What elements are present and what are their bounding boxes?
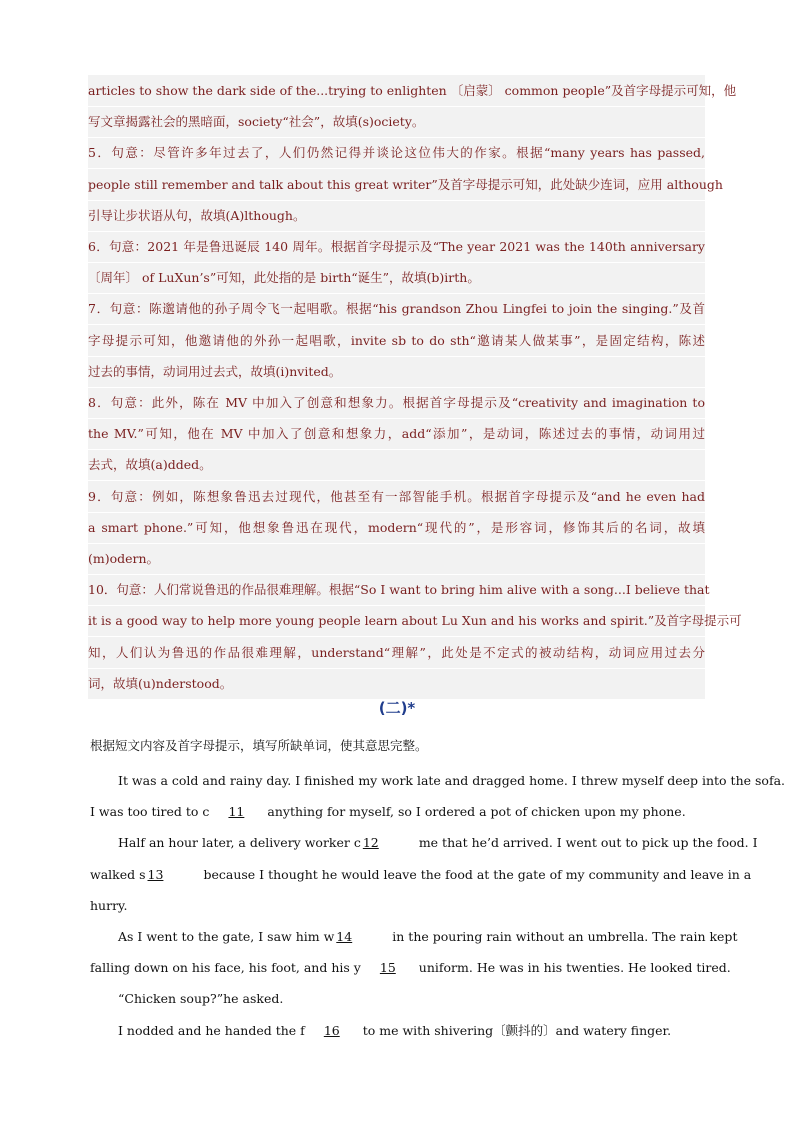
answer-line: 5．句意：尽管许多年过去了，人们仍然记得并谈论这位伟大的作家。根据“many years has passed, bbox=[88, 137, 705, 169]
answer-line: 9．句意：例如，陈想象鲁迅去过现代，他甚至有一部智能手机。根据首字母提示及“and he even had bbox=[88, 481, 705, 513]
instruction-text: 根据短文内容及首字母提示，填写所缺单词，使其意思完整。 bbox=[90, 738, 428, 753]
passage-line bbox=[90, 827, 758, 858]
blank-15[interactable]: 15 bbox=[379, 960, 396, 976]
section-title: (二)* bbox=[378, 699, 416, 717]
passage-text: hurry. bbox=[90, 897, 128, 913]
passage-text: because I thought he would leave the food at the gate of my community and leave in a bbox=[199, 866, 752, 882]
answer-line: 10．句意：人们常说鲁迅的作品很难理解。根据“So I want to bring him alive with a song...I believe that bbox=[88, 574, 705, 606]
blank-12[interactable]: 12 bbox=[362, 835, 379, 851]
passage-line bbox=[90, 952, 731, 983]
answer-line: 6．句意：2021 年是鲁迅诞辰 140 周年。根据首字母提示及“The year 2021 was the 140th anniversary bbox=[88, 231, 705, 263]
passage-text: anything for myself, so I ordered a pot of chicken upon my phone. bbox=[263, 804, 686, 820]
answer-line: 知，人们认为鲁迅的作品很难理解，understand“理解”，此处是不定式的被动结构，动词应用过去分 bbox=[88, 637, 705, 669]
answer-line: 8．句意：此外，陈在 MV 中加入了创意和想象力。根据首字母提示及“creativity and imagination to bbox=[88, 387, 705, 419]
passage-line bbox=[90, 890, 702, 921]
passage-line bbox=[90, 983, 702, 1014]
blank-13[interactable]: 13 bbox=[147, 866, 164, 882]
passage-text: to me with shivering〔颤抖的〕and watery finger. bbox=[358, 1022, 672, 1038]
passage-line bbox=[90, 796, 702, 827]
blank-16[interactable]: 16 bbox=[323, 1022, 340, 1038]
passage-text: “Chicken soup?”he asked. bbox=[118, 991, 284, 1007]
blank-11[interactable]: 11 bbox=[228, 804, 245, 820]
answer-line: 写文章揭露社会的黑暗面，society“社会”，故填(s)ociety。 bbox=[88, 106, 705, 138]
passage-text: in the pouring rain without an umbrella. The rain kept bbox=[388, 929, 738, 944]
answer-line: people still remember and talk about this great writer”及首字母提示可知，此处缺少连词，应用 although bbox=[88, 169, 705, 201]
answer-line: (m)odern。 bbox=[88, 543, 705, 575]
passage-line bbox=[90, 859, 752, 890]
answer-line: the MV.”可知，他在 MV 中加入了创意和想象力，add“添加”，是动词，陈述过去的事情，动词用过 bbox=[88, 418, 705, 450]
passage-text: I was too tired to c bbox=[90, 804, 210, 820]
passage-line bbox=[90, 921, 738, 952]
answer-key-box bbox=[88, 75, 742, 699]
answer-line: 引导让步状语从句，故填(A)lthough。 bbox=[88, 200, 705, 232]
answer-line: 过去的事情，动词用过去式，故填(i)nvited。 bbox=[88, 356, 705, 388]
blank-14[interactable]: 14 bbox=[336, 929, 353, 944]
passage-text: uniform. He was in his twenties. He looked tired. bbox=[414, 960, 731, 976]
answer-line: a smart phone.”可知，他想象鲁迅在现代，modern“现代的”，是形容词，修饰其后的名词，故填 bbox=[88, 512, 705, 544]
passage-text: me that he’d arrived. I went out to pick up the food. I bbox=[414, 835, 758, 851]
answer-line: articles to show the dark side of the...trying to enlighten 〔启蒙〕 common people”及首字母提示可知，他 bbox=[88, 75, 705, 107]
answer-line: 去式，故填(a)dded。 bbox=[88, 449, 705, 481]
answer-line: 词，故填(u)nderstood。 bbox=[88, 668, 705, 700]
passage-line bbox=[90, 765, 785, 796]
passage-text: Half an hour later, a delivery worker c bbox=[118, 835, 361, 851]
passage-line bbox=[90, 1015, 702, 1046]
answer-line: 字母提示可知，他邀请他的外孙一起唱歌，invite sb to do sth“邀请某人做某事”，是固定结构，陈述 bbox=[88, 325, 705, 357]
answer-line: it is a good way to help more young people learn about Lu Xun and his works and spirit.”及首字母提示可 bbox=[88, 605, 705, 637]
passage-text: falling down on his face, his foot, and his y bbox=[90, 960, 361, 976]
passage-text: It was a cold and rainy day. I finished my work late and dragged home. I threw myself deep into the sofa. bbox=[118, 773, 785, 788]
answer-line: 7．句意：陈邈请他的孙子周令飞一起唱歌。根据“his grandson Zhou Lingfei to join the singing.”及首 bbox=[88, 293, 705, 325]
passage-text: walked s bbox=[90, 866, 146, 882]
answer-line: 〔周年〕 of LuXun’s”可知，此处指的是 birth“诞生”，故填(b)irth。 bbox=[88, 262, 705, 294]
passage-text: I nodded and he handed the f bbox=[118, 1022, 305, 1038]
passage-text: As I went to the gate, I saw him w bbox=[118, 929, 335, 944]
